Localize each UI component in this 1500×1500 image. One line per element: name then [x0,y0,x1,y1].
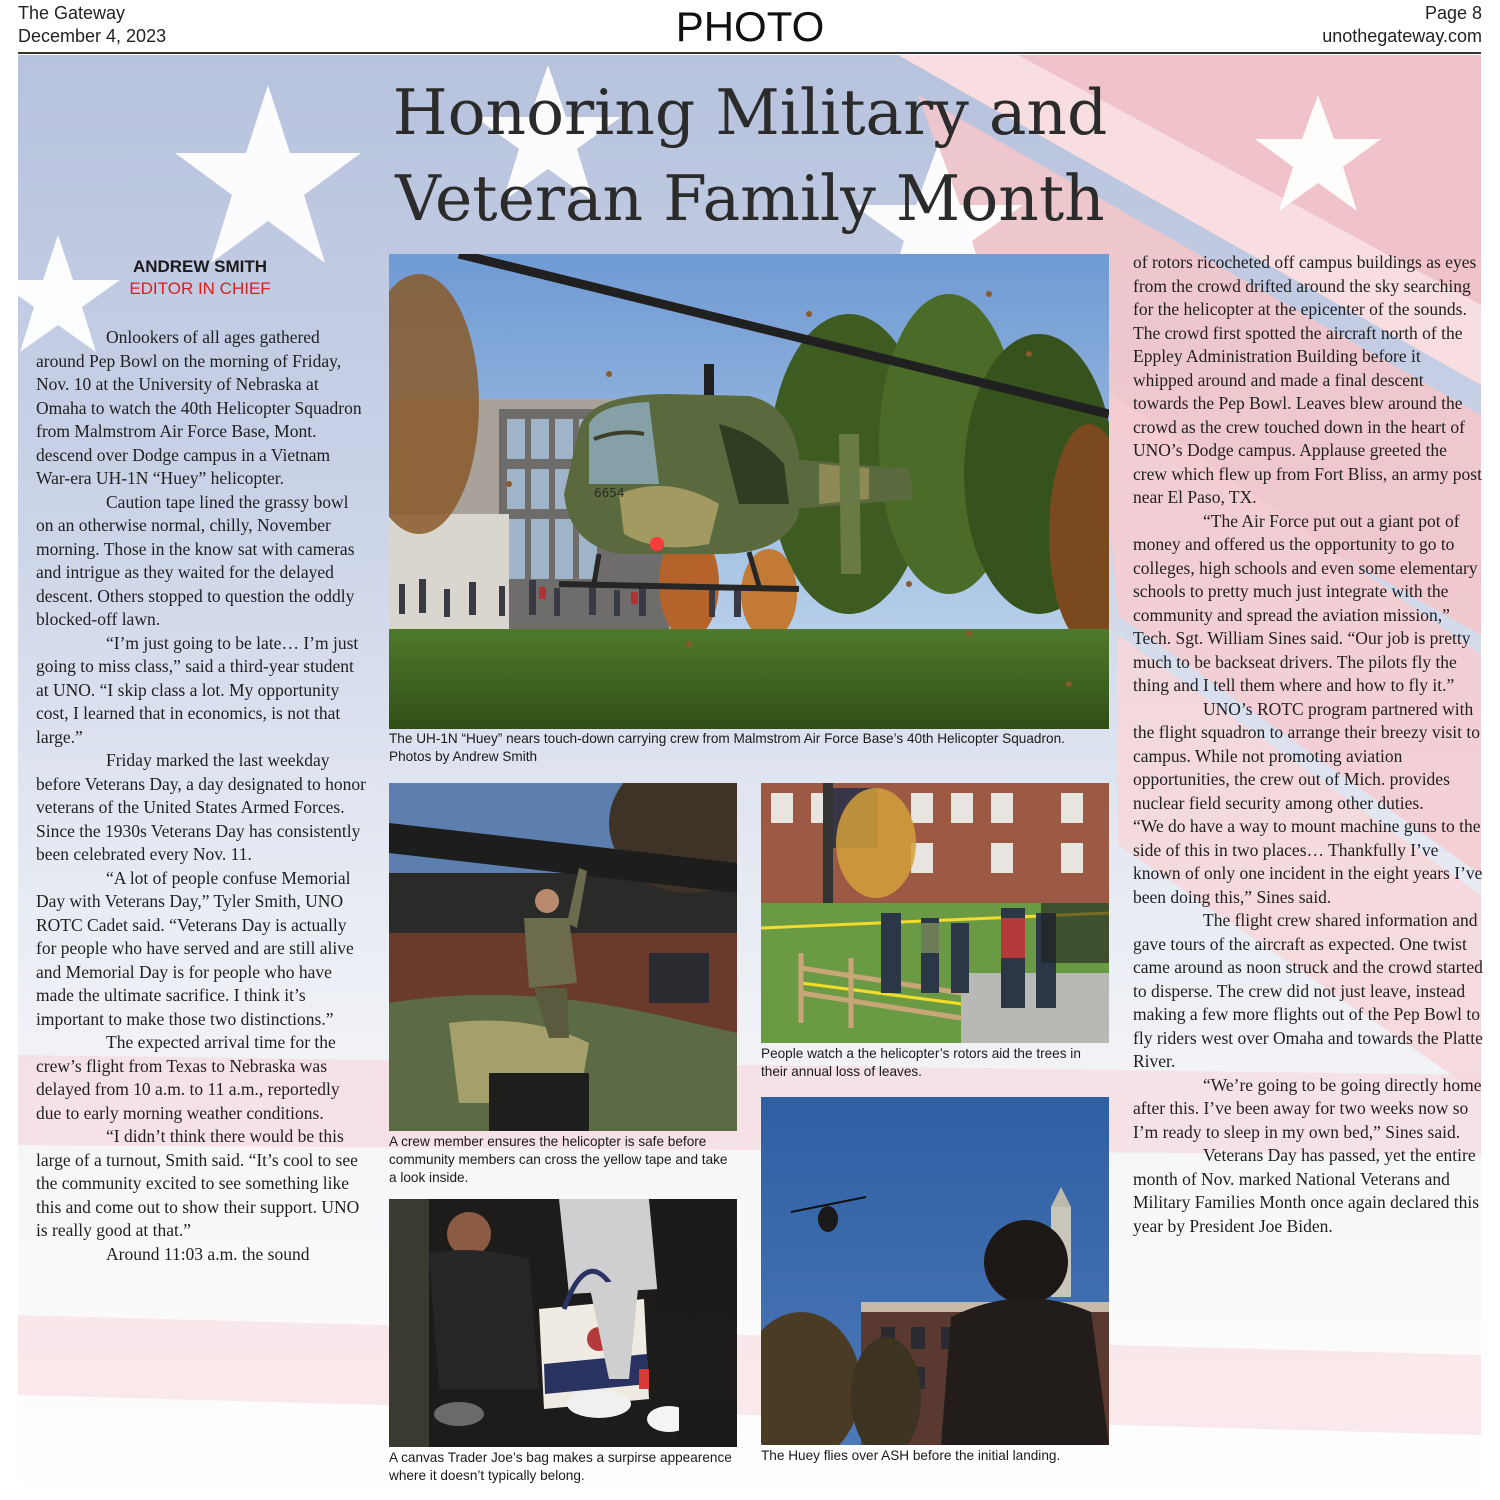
tail-number: 6654 [594,486,625,500]
crew-photo-caption: A crew member ensures the helicopter is safe before community members can cross the yellow tape and take a look inside. [389,1134,728,1185]
article-column-left [36,326,366,1486]
bag-photo-caption: A canvas Trader Joe’s bag makes a surpirse appearence where it doesn’t typically belong. [389,1450,732,1483]
header-right [1322,2,1482,48]
paragraph: The flight crew shared information and gave tours of the aircraft as expected. One twist came around as noon struck and the crowd started to disperse. The crew did not just leave, instead making a few more flights out of the Pep Bowl to fly riders west over Omaha and towards the Platte River. [1133,910,1483,1071]
paragraph: Around 11:03 a.m. the sound [106,1243,310,1264]
paragraph: “I’m just going to be late… I’m just going to miss class,” said a third-year student at UNO. “I skip class a lot. My opportunity cost, I learned that in economics, is not that large.” [36,632,359,747]
paragraph: Caution tape lined the grassy bowl on an otherwise normal, chilly, November morning. Those in the know sat with cameras and intrigue as they waited for the delayed descent. Others stopped to question the oddly blocked-off lawn. [36,491,355,629]
paragraph: Onlookers of all ages gathered around Pep Bowl on the morning of Friday, Nov. 10 at the University of Nebraska at Omaha to watch the 40th Helicopter Squadron from Malmstrom Air Force Base, Mont. descend over Dodge campus in a Vietnam War-era UH-1N “Huey” helicopter. [36,327,362,488]
author-name: ANDREW SMITH [132,257,268,276]
paragraph: “The Air Force put out a giant pot of money and offered us the opportunity to go to colleges, high schools and even some elementary schools to pretty much just integrate with the community and spread the aviation mission,” Tech. Sgt. William Sines said. “Our job is pretty much to be backseat drivers. The pilots fly the thing and I tell them where and how to fly it.” [1133,510,1478,695]
section-title: PHOTO [675,3,825,50]
byline [36,256,364,300]
paragraph: “We do have a way to mount machine guns to the side of this in two places… Thankfully I’ve known of only one incident in the eight years I’ve been doing this,” Sines said. [1133,816,1483,907]
page-number: Page 8 [1424,3,1482,23]
crowd-photo-caption: People watch a the helicopter’s rotors aid the trees in their annual loss of leaves. [761,1046,1081,1079]
article-headline: Honoring Military and Veteran Family Month [392,76,1108,235]
article-column-right [1133,251,1483,1481]
paragraph: UNO’s ROTC program partnered with the flight squadron to arrange their breezy visit to campus. While not promoting aviation opportunities, the crew out of Mich. provides nuclear field security among other duties. [1133,698,1480,813]
publication-name: The Gateway [18,3,126,23]
paragraph: of rotors ricocheted off campus buildings as eyes from the crowd drifted around the sky searching for the helicopter at the epicenter of the sounds. The crowd first spotted the aircraft north of the Eppley Administration Building before it whipped around and made a final descent towards the Pep Bowl. Leaves blew around the crowd as the crew touched down in the heart of UNO’s Dodge campus. Applause greeted the crew which flew up from Fort Bliss, an army post near El Paso, TX. [1133,252,1482,507]
paragraph: “We’re going to be going directly home after this. I’ve been away for two weeks now so I’m ready to sleep in my own bed,” Sines said. [1133,1074,1482,1142]
flyover-photo [761,1097,1109,1445]
website-link[interactable]: unothegateway.com [1322,26,1482,46]
paragraph: Veterans Day has passed, yet the entire month of Nov. marked National Veterans and Military Families Month once again declared this year by President Joe Biden. [1133,1145,1480,1236]
crowd-photo [761,783,1109,1043]
header-rule [18,52,1481,54]
main-photo-caption: The UH-1N “Huey” nears touch-down carrying crew from Malmstrom Air Force Base’s 40th Helicopter Squadron. Photos by Andrew Smith [389,731,1065,764]
flyover-photo-caption: The Huey flies over ASH before the initial landing. [761,1448,1061,1463]
crew-photo [389,783,737,1131]
author-role: EDITOR IN CHIEF [129,279,271,298]
bag-photo [389,1199,737,1447]
issue-date: December 4, 2023 [18,26,167,46]
page-header [0,0,1500,54]
paragraph: “I didn’t think there would be this large of a turnout, Smith said. “It’s cool to see the community excited to see something like this and come out to show their support. UNO is really good at that.” [36,1126,360,1240]
paragraph: “A lot of people confuse Memorial Day with Veterans Day,” Tyler Smith, UNO ROTC Cadet said. “Veterans Day is actually for people who have served and are still alive and Memorial Day is for people who have made the ultimate sacrifice. I think it’s important to make those two distinctions.” [36,867,354,1029]
paragraph: The expected arrival time for the crew’s flight from Texas to Nebraska was delayed from 10 a.m. to 11 a.m., reportedly due to early morning weather conditions. [36,1032,340,1123]
main-photo [389,254,1109,729]
paragraph: Friday marked the last weekday before Veterans Day, a day designated to honor veterans of the United States Armed Forces. Since the 1930s Veterans Day has consistently been celebrated every Nov. 11. [36,750,366,864]
